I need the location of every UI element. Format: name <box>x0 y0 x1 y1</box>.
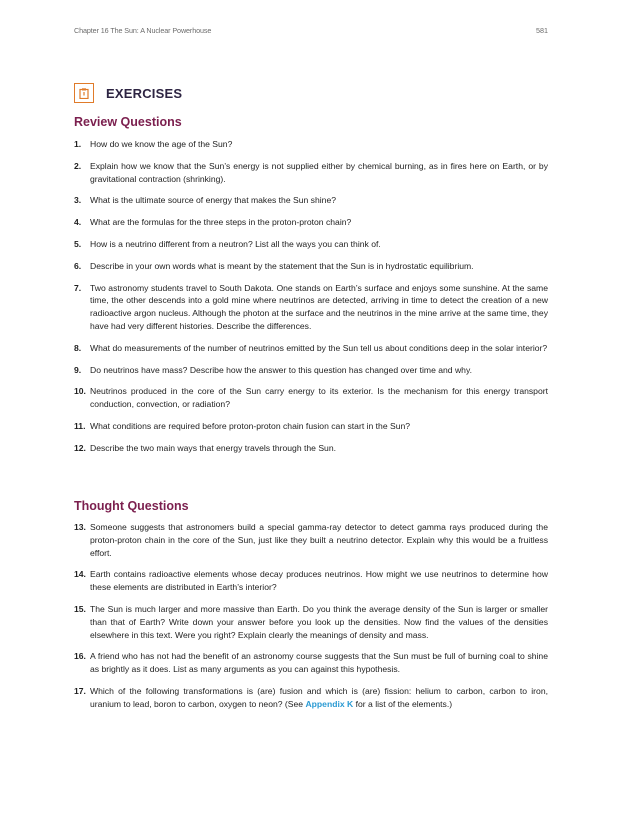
question-text: Explain how we know that the Sun’s energy is not supplied either by chemical burning, as in fires here on Earth, or by gravitational contraction (shrinking). <box>90 160 548 184</box>
list-item <box>74 685 548 711</box>
thought-questions-heading: Thought Questions <box>74 499 189 513</box>
thought-questions-list <box>74 521 548 711</box>
list-item <box>74 568 548 594</box>
question-number: 11. <box>74 420 86 431</box>
question-number: 16. <box>74 651 86 662</box>
question-number: 3. <box>74 195 82 206</box>
question-text: What conditions are required before proton-proton chain fusion can start in the Sun? <box>90 420 411 431</box>
question-text: A friend who has not had the benefit of an astronomy course suggests that the Sun must be full of burning coal to shine as brightly as it does. List as many arguments as you can against this hypothesis. <box>90 651 548 675</box>
question-text: Earth contains radioactive elements whose decay produces neutrinos. How might we use neutrinos to determine how these elements are distributed in Earth’s interior? <box>90 569 548 593</box>
list-item <box>74 342 548 355</box>
list-item <box>74 238 548 251</box>
review-questions-list <box>74 138 548 455</box>
list-item <box>74 442 548 455</box>
question-text: How is a neutrino different from a neutron? List all the ways you can think of. <box>90 238 381 249</box>
question-text: Two astronomy students travel to South Dakota. One stands on Earth’s surface and enjoys some sunshine. At the same time, the other descends into a gold mine where neutrinos are detected, arriving in time to detect the creation of a new radioactive argon nucleus. Although the photon at the surface and the neutrinos in the mine arrive at the same time, they have had very different histories. Describe the differences. <box>90 282 548 331</box>
question-text <box>90 685 548 711</box>
question-text-end: for a list of the elements.) <box>353 698 453 709</box>
question-number: 1. <box>74 139 82 149</box>
list-item <box>74 521 548 559</box>
question-number: 2. <box>74 160 82 171</box>
question-number: 4. <box>74 217 82 228</box>
question-number: 7. <box>74 282 82 293</box>
question-text: What are the formulas for the three steps in the proton-proton chain? <box>90 217 352 228</box>
question-text: Describe the two main ways that energy travels through the Sun. <box>90 442 337 453</box>
running-head: Chapter 16 The Sun: A Nuclear Powerhouse <box>74 26 212 35</box>
question-text: Someone suggests that astronomers build a special gamma-ray detector to detect gamma rays produced during the proton-proton chain in the core of the Sun, just like they built a neutrino detector. Explain why this would be a fruitless effort. <box>90 522 548 558</box>
question-number: 13. <box>74 522 86 532</box>
page-number: 581 <box>536 26 548 35</box>
question-text: Do neutrinos have mass? Describe how the answer to this question has changed over time and why. <box>90 364 472 375</box>
list-item <box>74 216 548 229</box>
list-item <box>74 160 548 186</box>
question-number: 12. <box>74 442 86 453</box>
question-text: Neutrinos produced in the core of the Sun carry energy to its exterior. Is the mechanism for this energy transport conduction, convection, or radiation? <box>90 386 548 410</box>
question-text: The Sun is much larger and more massive than Earth. Do you think the average density of the Sun is larger or smaller than that of Earth? Write down your answer before you look up the densities. Now find the values of the densities elsewhere in this text. Were you right? Explain clearly the meanings of density and mass. <box>90 603 548 640</box>
list-item <box>74 138 548 151</box>
question-number: 5. <box>74 238 82 249</box>
question-number: 15. <box>74 603 86 614</box>
question-number: 6. <box>74 260 82 271</box>
question-text: How do we know the age of the Sun? <box>90 139 233 149</box>
list-item <box>74 194 548 207</box>
list-item <box>74 603 548 641</box>
review-questions-heading: Review Questions <box>74 115 182 129</box>
question-text-start: Which of the following transformations is (are) fusion and which is (are) fission: helium to carbon, carbon to iron, uranium to lead, boron to carbon, oxygen to neon? (See <box>90 685 548 709</box>
list-item <box>74 650 548 676</box>
question-text: What is the ultimate source of energy that makes the Sun shine? <box>90 195 337 206</box>
list-item <box>74 282 548 333</box>
question-number: 17. <box>74 685 86 696</box>
question-number: 9. <box>74 364 82 375</box>
clipboard-icon <box>74 83 94 103</box>
list-item <box>74 364 548 377</box>
exercises-header <box>74 80 182 106</box>
list-item <box>74 385 548 411</box>
list-item <box>74 420 548 433</box>
list-item <box>74 260 548 273</box>
exercises-title: EXERCISES <box>106 85 183 101</box>
question-text: What do measurements of the number of neutrinos emitted by the Sun tell us about conditions deep in the solar interior? <box>90 342 548 353</box>
question-number: 14. <box>74 569 86 580</box>
question-text: Describe in your own words what is meant by the statement that the Sun is in hydrostatic equilibrium. <box>90 260 474 271</box>
question-number: 10. <box>74 386 86 397</box>
question-number: 8. <box>74 342 82 353</box>
appendix-k-link[interactable]: Appendix K <box>305 698 354 709</box>
